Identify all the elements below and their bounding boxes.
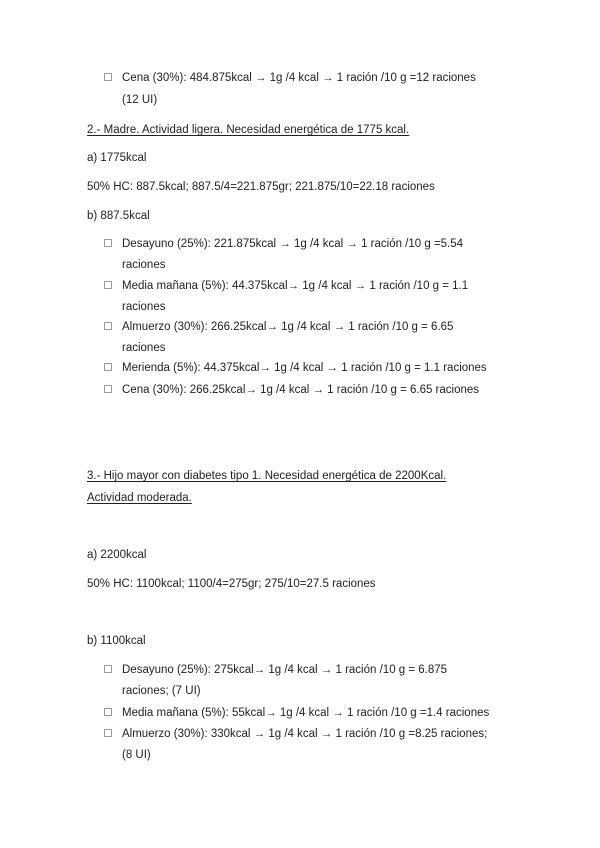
bullet-box-icon xyxy=(104,239,112,247)
bullet-box-icon xyxy=(104,708,112,716)
list-item-text: raciones xyxy=(122,259,166,271)
section-heading: Actividad moderada. xyxy=(87,492,192,504)
subsection-label: b) 1100kcal xyxy=(87,635,146,647)
section-heading: 3.- Hijo mayor con diabetes tipo 1. Necesidad energética de 2200Kcal. xyxy=(87,470,447,482)
list-item-text: Cena (30%): 266.25kcal→ 1g /4 kcal → 1 ración /10 g = 6.65 raciones xyxy=(122,384,480,396)
bullet-box-icon xyxy=(104,385,112,393)
list-item-text: raciones xyxy=(122,301,166,313)
bullet-box-icon xyxy=(104,665,112,673)
bullet-box-icon xyxy=(104,322,112,330)
list-item-text: (12 UI) xyxy=(122,94,158,106)
list-item-text: raciones xyxy=(122,342,166,354)
list-item-text: Almuerzo (30%): 266.25kcal→ 1g /4 kcal → 1 ración /10 g = 6.65 xyxy=(122,321,454,333)
section-heading: 2.- Madre. Actividad ligera. Necesidad energética de 1775 kcal. xyxy=(87,124,410,136)
bullet-box-icon xyxy=(104,729,112,737)
subsection-label: a) 2200kcal xyxy=(87,549,147,561)
subsection-label: a) 1775kcal xyxy=(87,152,147,164)
list-item-text: Media mañana (5%): 44.375kcal→ 1g /4 kcal → 1 ración /10 g = 1.1 xyxy=(122,280,469,292)
list-item-text: Desayuno (25%): 221.875kcal → 1g /4 kcal → 1 ración /10 g =5.54 xyxy=(122,238,464,250)
list-item-text: Almuerzo (30%): 330kcal → 1g /4 kcal → 1 ración /10 g =8.25 raciones; xyxy=(122,728,488,740)
subsection-label: b) 887.5kcal xyxy=(87,210,150,222)
list-item-text: (8 UI) xyxy=(122,749,151,761)
list-item-text: Merienda (5%): 44.375kcal→ 1g /4 kcal → 1 ración /10 g = 1.1 raciones xyxy=(122,362,487,374)
list-item-text: Media mañana (5%): 55kcal→ 1g /4 kcal → 1 ración /10 g =1.4 raciones xyxy=(122,707,490,719)
list-item-text: raciones; (7 UI) xyxy=(122,685,201,697)
list-item-text: Cena (30%): 484.875kcal → 1g /4 kcal → 1 ración /10 g =12 raciones xyxy=(122,72,476,84)
hc-calculation: 50% HC: 887.5kcal; 887.5/4=221.875gr; 221.875/10=22.18 raciones xyxy=(87,181,435,193)
bullet-box-icon xyxy=(104,281,112,289)
hc-calculation: 50% HC: 1100kcal; 1100/4=275gr; 275/10=27.5 raciones xyxy=(87,578,376,590)
bullet-box-icon xyxy=(104,73,112,81)
bullet-box-icon xyxy=(104,363,112,371)
list-item-text: Desayuno (25%): 275kcal→ 1g /4 kcal → 1 ración /10 g = 6.875 xyxy=(122,664,448,676)
